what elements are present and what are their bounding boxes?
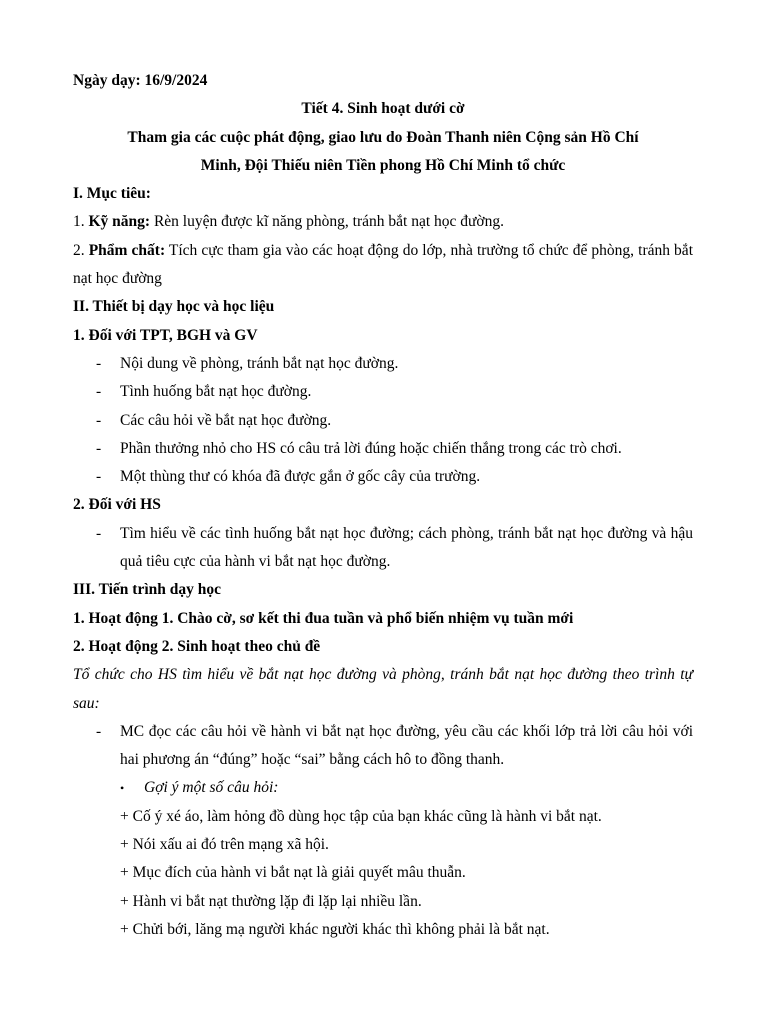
- list-item-text: Một thùng thư có khóa đã được gắn ở gốc cây của trường.: [120, 468, 481, 486]
- list-item: [73, 718, 693, 775]
- objective-skill-text: Rèn luyện được kĩ năng phòng, tránh bắt nạt học đường.: [150, 213, 504, 231]
- activity-2-intro: Tổ chức cho HS tìm hiểu về bắt nạt học đường và phòng, tránh bắt nạt học đường theo trình tự sau:: [73, 666, 693, 712]
- list-item: [73, 407, 693, 435]
- objective-quality-text: Tích cực tham gia vào các hoạt động do lớp, nhà trường tổ chức để phòng, tránh bắt nạt học đường: [73, 241, 693, 288]
- section-objectives-heading: I. Mục tiêu:: [73, 185, 151, 203]
- dash-marker: -: [96, 468, 102, 486]
- dash-marker: -: [96, 383, 102, 401]
- equipment-student-heading: 2. Đối với HS: [73, 496, 161, 514]
- list-item-text: Tình huống bắt nạt học đường.: [120, 383, 312, 401]
- list-item-text: Tìm hiểu về các tình huống bắt nạt học đường; cách phòng, tránh bắt nạt học đường và hậu quả tiêu cực của hành vi bắt nạt học đường.: [120, 524, 693, 571]
- dash-marker: -: [96, 411, 102, 429]
- list-item-text: Nội dung về phòng, tránh bắt nạt học đường.: [120, 354, 399, 372]
- activity-2-heading: 2. Hoạt động 2. Sinh hoạt theo chủ đề: [73, 637, 321, 655]
- question-item: + Hành vi bắt nạt thường lặp đi lặp lại nhiều lần.: [120, 892, 422, 910]
- document-page: [73, 67, 693, 944]
- list-item-text: Phần thưởng nhỏ cho HS có câu trả lời đúng hoặc chiến thắng trong các trò chơi.: [120, 439, 622, 457]
- question-item: + Nói xấu ai đó trên mạng xã hội.: [120, 836, 329, 854]
- objective-quality-label: Phẩm chất:: [88, 241, 166, 259]
- objective-skill-number: 1.: [73, 213, 89, 231]
- objective-quality-number: 2.: [73, 241, 89, 259]
- objective-skill: [73, 208, 693, 236]
- lesson-subtitle-line-1: Tham gia các cuộc phát động, giao lưu do Đoàn Thanh niên Cộng sản Hồ Chí: [127, 128, 639, 146]
- section-equipment-heading: II. Thiết bị dạy học và học liệu: [73, 298, 275, 316]
- dash-marker: -: [96, 722, 102, 740]
- dash-marker: -: [96, 439, 102, 457]
- list-item: [73, 463, 693, 491]
- list-item: [73, 520, 693, 577]
- activity-1-heading: 1. Hoạt động 1. Chào cờ, sơ kết thi đua tuần và phổ biến nhiệm vụ tuần mới: [73, 609, 574, 627]
- list-item-text: Các câu hỏi về bắt nạt học đường.: [120, 411, 332, 429]
- hint-bullet: [73, 774, 693, 802]
- list-item: [73, 435, 693, 463]
- section-process-heading: III. Tiến trình dạy học: [73, 581, 222, 599]
- objective-quality: [73, 237, 693, 294]
- question-item: + Chửi bới, lăng mạ người khác người khác thì không phải là bắt nạt.: [120, 920, 550, 938]
- hint-label: Gợi ý một số câu hỏi:: [144, 779, 279, 797]
- question-item: + Cố ý xé áo, làm hỏng đồ dùng học tập của bạn khác cũng là hành vi bắt nạt.: [120, 807, 602, 825]
- bullet-marker: •: [120, 781, 125, 796]
- dash-marker: -: [96, 354, 102, 372]
- lesson-title: Tiết 4. Sinh hoạt dưới cờ: [301, 100, 465, 118]
- date-line: Ngày dạy: 16/9/2024: [73, 72, 208, 89]
- question-item: + Mục đích của hành vi bắt nạt là giải quyết mâu thuẫn.: [120, 864, 466, 882]
- list-item: [73, 378, 693, 406]
- equipment-teacher-heading: 1. Đối với TPT, BGH và GV: [73, 326, 258, 344]
- dash-marker: -: [96, 524, 102, 542]
- list-item-text: MC đọc các câu hỏi về hành vi bắt nạt học đường, yêu cầu các khối lớp trả lời câu hỏi với hai phương án “đúng” hoặc “sai” bằng cách hô to đồng thanh.: [120, 722, 693, 769]
- objective-skill-label: Kỹ năng:: [88, 213, 151, 231]
- list-item: [73, 350, 693, 378]
- lesson-subtitle-line-2: Minh, Đội Thiếu niên Tiền phong Hồ Chí Minh tổ chức: [200, 156, 566, 174]
